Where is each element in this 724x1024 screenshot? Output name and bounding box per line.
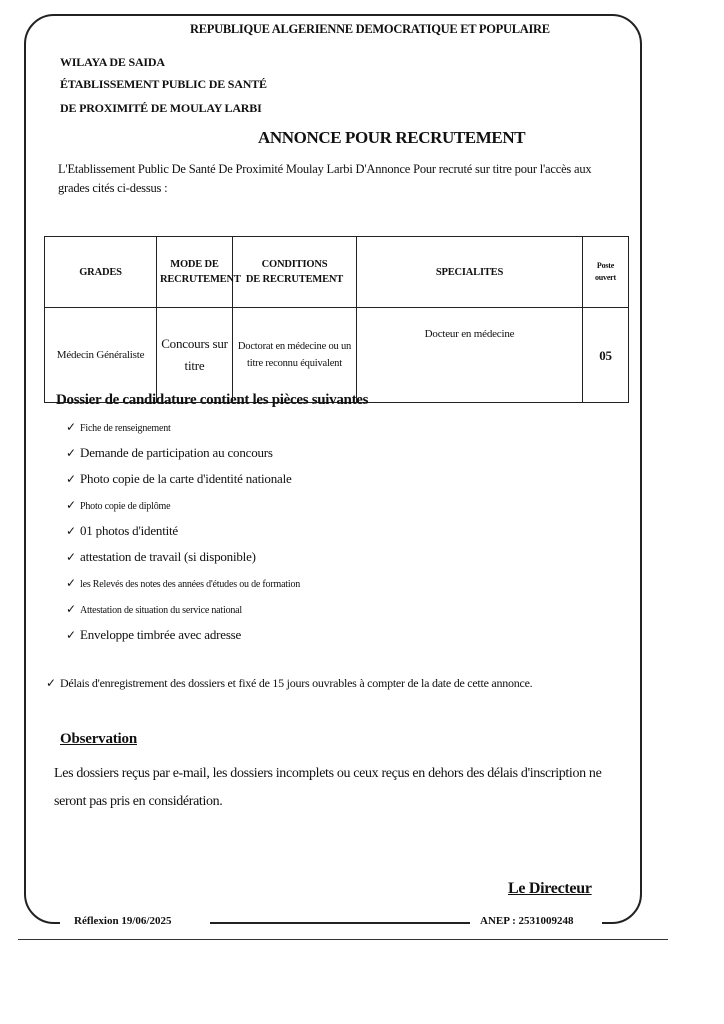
list-item: ✓ attestation de travail (si disponible)	[66, 544, 300, 570]
check-icon: ✓	[46, 676, 56, 690]
bottom-divider	[18, 939, 668, 940]
delai-notice: ✓ Délais d'enregistrement des dossiers et fixé de 15 jours ouvrables à compter de la date de cette annonce.	[46, 676, 533, 690]
republic-heading: REPUBLIQUE ALGERIENNE DEMOCRATIQUE ET POPULAIRE	[190, 22, 550, 36]
footer-anep-number: ANEP : 2531009248	[476, 915, 578, 927]
check-icon: ✓	[66, 420, 76, 434]
check-icon: ✓	[66, 576, 76, 590]
list-item: ✓ Attestation de situation du service national	[66, 596, 300, 622]
cell-poste: 05	[583, 308, 629, 403]
table-row	[45, 308, 629, 403]
establishment-heading-line1: ÉTABLISSEMENT PUBLIC DE SANTÉ	[60, 77, 267, 91]
list-item: ✓ Enveloppe timbrée avec adresse	[66, 622, 300, 648]
list-item: ✓ Photo copie de la carte d'identité nationale	[66, 466, 300, 492]
check-icon: ✓	[66, 550, 76, 564]
check-icon: ✓	[66, 446, 76, 460]
recruitment-table	[44, 236, 629, 403]
header-specialites: SPECIALITES	[357, 237, 583, 308]
table-header-row	[45, 237, 629, 308]
observation-text: Les dossiers reçus par e-mail, les dossiers incomplets ou ceux reçus en dehors des délais d'inscription ne seront pas pris en considération.	[54, 766, 602, 809]
check-icon: ✓	[66, 628, 76, 642]
check-icon: ✓	[66, 524, 76, 538]
header-grades: GRADES	[45, 237, 157, 308]
establishment-heading-line2: DE PROXIMITÉ DE MOULAY LARBI	[60, 101, 262, 115]
check-icon: ✓	[66, 498, 76, 512]
check-icon: ✓	[66, 602, 76, 616]
header-conditions: CONDITIONS DE RECRUTEMENT	[233, 237, 357, 308]
wilaya-heading: WILAYA DE SAIDA	[60, 55, 165, 69]
check-icon: ✓	[66, 472, 76, 486]
dossier-heading: Dossier de candidature contient les pièces suivantes	[56, 392, 369, 408]
list-item: ✓ 01 photos d'identité	[66, 518, 300, 544]
header-mode: MODE DE RECRUTEMENT	[157, 237, 233, 308]
cell-grade: Médecin Généraliste	[45, 308, 157, 403]
dossier-list	[66, 414, 300, 648]
list-item: ✓ les Relevés des notes des années d'études ou de formation	[66, 570, 300, 596]
announcement-title: ANNONCE POUR RECRUTEMENT	[258, 128, 526, 147]
observation-heading: Observation	[60, 731, 137, 747]
list-item: ✓ Fiche de renseignement	[66, 414, 300, 440]
intro-paragraph: L'Etablissement Public De Santé De Proximité Moulay Larbi D'Annonce Pour recruté sur titre pour l'accès aux grades cités ci-dessus :	[58, 162, 592, 195]
signature-title: Le Directeur	[508, 880, 592, 897]
list-item: ✓ Demande de participation au concours	[66, 440, 300, 466]
cell-specialite: Docteur en médecine	[357, 308, 583, 403]
header-poste: Poste ouvert	[583, 237, 629, 308]
footer-left-reference: Réflexion 19/06/2025	[70, 915, 175, 927]
cell-mode: Concours sur titre	[157, 308, 233, 403]
list-item: ✓ Photo copie de diplôme	[66, 492, 300, 518]
cell-conditions: Doctorat en médecine ou un titre reconnu équivalent	[233, 308, 357, 403]
